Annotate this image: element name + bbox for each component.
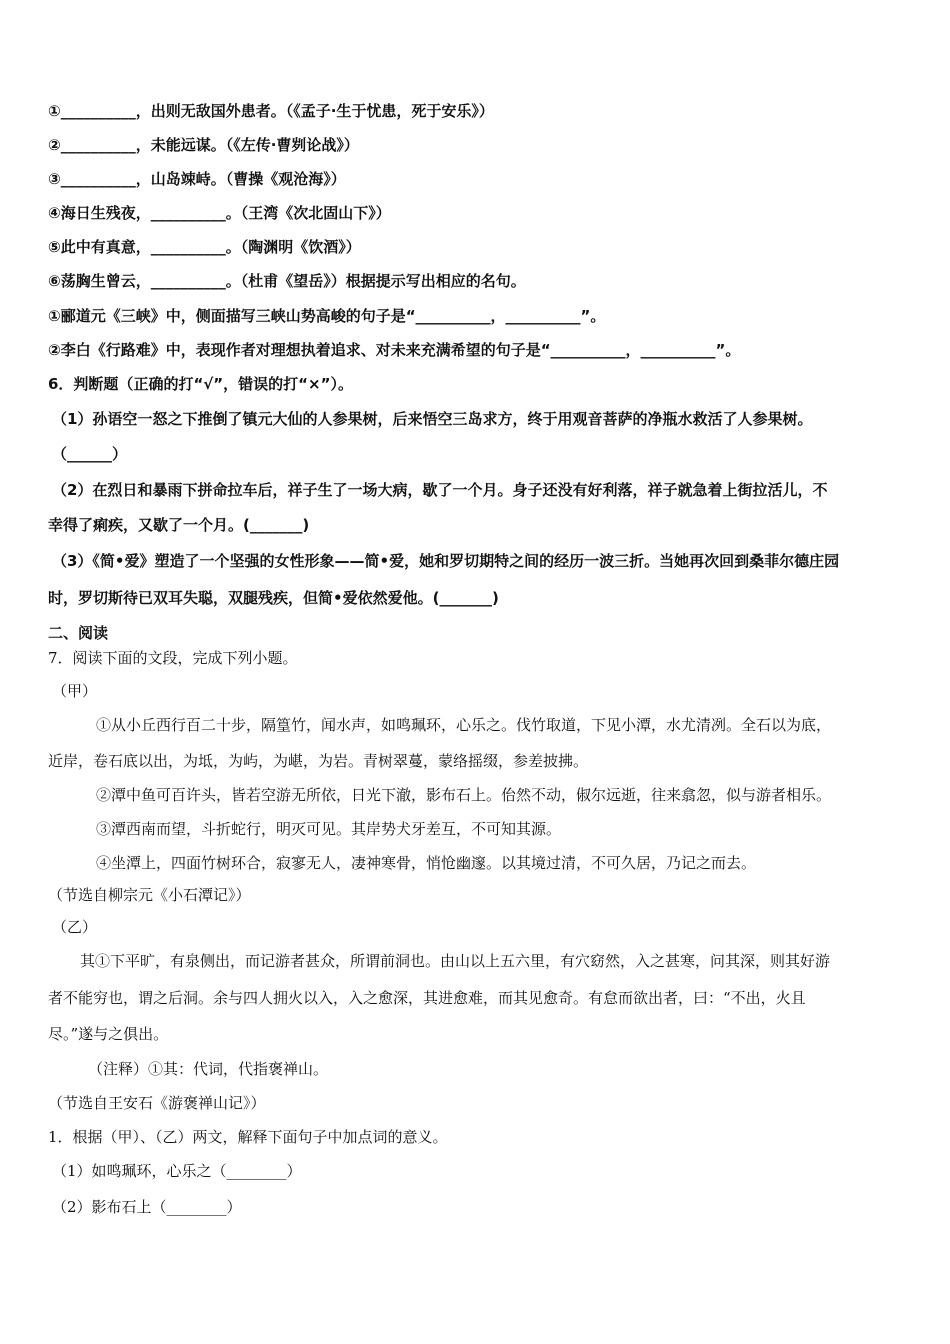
jia-source: （节选自柳宗元《小石潭记》）	[48, 886, 251, 904]
jia-p1-line2: 近岸，卷石底以出，为坻，为屿，为嵁，为岩。青树翠蔓，蒙络摇缀，参差披拂。	[48, 752, 589, 770]
q7-title: 7．阅读下面的文段，完成下列小题。	[48, 649, 298, 667]
judge-item2-line1: （2）在烈日和暴雨下拼命拉车后，祥子生了一场大病，歇了一个月。身子还没有好利落，祥子就急着上街拉活儿，不	[52, 481, 828, 499]
yi-line3: 尽。”遂与之俱出。	[48, 1025, 169, 1043]
jia-p1-line1: ①从小丘西行百二十步，隔篁竹，闻水声，如鸣珮环，心乐之。伐竹取道，下见小潭，水尤清冽。全石以为底，	[96, 716, 832, 734]
poetry-q3: ③__________，山岛竦峙。（曹操《观沧海》）	[48, 170, 346, 188]
jia-p4: ④坐潭上，四面竹树环合，寂寥无人，凄神寒骨，悄怆幽邃。以其境过清，不可久居，乃记之而去。	[96, 854, 757, 872]
sub1-b: （2）影布石上（________）	[52, 1198, 242, 1216]
judge-title: 6．判断题（正确的打“√”，错误的打“×”）。	[48, 375, 353, 393]
jia-label: （甲）	[52, 682, 98, 700]
poetry-q1: ①__________，出则无敌国外患者。（《孟子·生于忧患，死于安乐》）	[48, 102, 494, 120]
sub1-title: 1．根据（甲）、（乙）两文，解释下面句子中加点词的意义。	[48, 1128, 448, 1146]
yi-source: （节选自王安石《游褒禅山记》）	[48, 1094, 266, 1112]
judge-item1-line2: （______）	[52, 445, 128, 463]
poetry-q2: ②__________，未能远谋。（《左传·曹刿论战》）	[48, 136, 359, 154]
jia-p3: ③潭西南而望，斗折蛇行，明灭可见。其岸势犬牙差互，不可知其源。	[96, 820, 562, 838]
poetry-q4: ④海日生残夜，__________。（王湾《次北固山下》）	[48, 204, 391, 222]
poetry-q6: ⑥荡胸生曾云，__________。（杜甫《望岳》）根据提示写出相应的名句。	[48, 272, 526, 290]
poetry-q7: ①郦道元《三峡》中，侧面描写三峡山势高峻的句子是“__________，__________”。	[48, 307, 606, 325]
yi-line2: 者不能穷也，谓之后洞。余与四人拥火以入，入之愈深，其进愈难，而其见愈奇。有怠而欲出者，曰：“不出，火且	[48, 989, 806, 1007]
jia-p2: ②潭中鱼可百许头，皆若空游无所依，日光下澈，影布石上。佁然不动，俶尔远逝，往来翕忽，似与游者相乐。	[96, 786, 832, 804]
poetry-q5: ⑤此中有真意，__________。（陶渊明《饮酒》）	[48, 238, 361, 256]
section-title: 二、阅读	[48, 624, 109, 642]
judge-item1-line1: （1）孙语空一怒之下推倒了镇元大仙的人参果树，后来悟空三岛求方，终于用观音菩萨的净瓶水救活了人参果树。	[52, 410, 813, 428]
judge-item3-line1: （3）《简•爱》塑造了一个坚强的女性形象——简•爱，她和罗切期特之间的经历一波三折。当她再次回到桑菲尔德庄园	[52, 552, 840, 570]
sub1-a: （1）如鸣珮环，心乐之（________）	[52, 1162, 302, 1180]
yi-line1: 其①下平旷，有泉侧出，而记游者甚众，所谓前洞也。由山以上五六里，有穴窈然，入之甚寒，问其深，则其好游	[80, 952, 831, 970]
yi-note: （注释）①其：代词，代指褒禅山。	[88, 1060, 329, 1078]
judge-item2-line2: 幸得了痢疾，又歇了一个月。(_______)	[48, 516, 310, 534]
poetry-q8: ②李白《行路难》中，表现作者对理想执着追求、对未来充满希望的句子是“__________，__________”。	[48, 341, 741, 359]
yi-label: （乙）	[52, 918, 98, 936]
judge-item3-line2: 时，罗切斯待已双耳失聪，双腿残疾，但简•爱依然爱他。(_______)	[48, 589, 499, 607]
